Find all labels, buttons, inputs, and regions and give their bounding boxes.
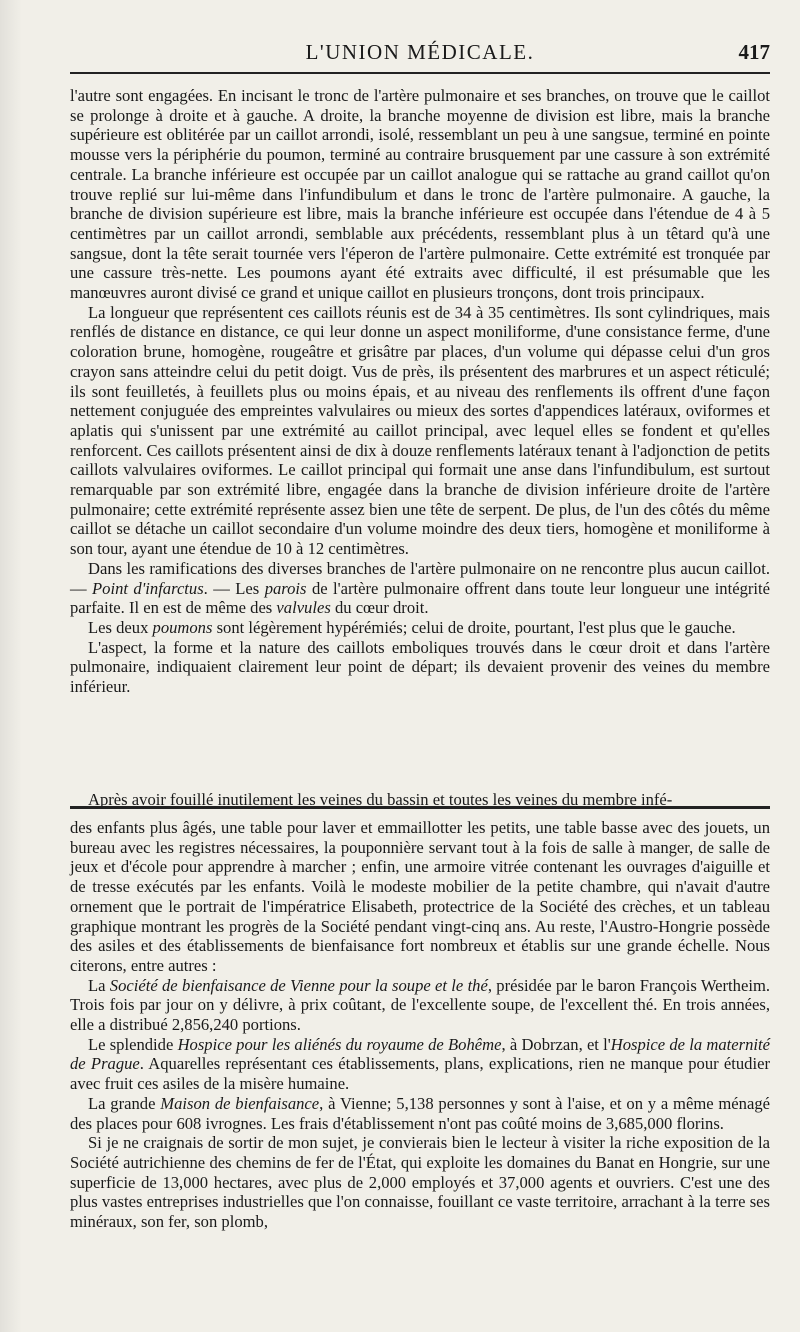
- feuilleton-section: [70, 818, 770, 1232]
- paragraph: Après avoir fouillé inutilement les veines du bassin et toutes les veines du membre infé-: [88, 790, 673, 809]
- paragraph: Les deux poumons sont légèrement hypérémiés; celui de droite, pourtant, l'est plus que le gauche.: [88, 617, 736, 637]
- paragraph: La grande Maison de bienfaisance, à Vienne; 5,138 personnes y sont à l'aise, et on y a même ménagé des places pour 608 ivrognes. Les frais d'établissement n'ont pas coûté moins de 3,685,000 florins.: [70, 1093, 770, 1133]
- page-header: [70, 40, 770, 68]
- paragraph: L'aspect, la forme et la nature des caillots emboliques trouvés dans le cœur droit et dans l'artère pulmonaire, indiquaient clairement leur point de départ; ils devaient provenir des veines du membre inférieur.: [70, 637, 770, 697]
- header-rule: [70, 72, 770, 74]
- section-divider: [70, 806, 770, 809]
- page-number: 417: [738, 40, 770, 64]
- article-continuation: [70, 86, 770, 697]
- paragraph: Le splendide Hospice pour les aliénés du royaume de Bohême, à Dobrzan, et l'Hospice de la maternité de Prague. Aquarelles représentant ces établissements, plans, explications, rien ne manque pour étudier avec fruit ces asiles de la misère humaine.: [70, 1034, 770, 1094]
- paragraph: La Société de bienfaisance de Vienne pour la soupe et le thé, présidée par le baron François Wertheim. Trois fois par jour on y délivre, à prix coûtant, de l'excellente soupe, de l'excellent thé. En trois années, elle a distribué 2,856,240 portions.: [70, 975, 770, 1035]
- paragraph: Dans les ramifications des diverses branches de l'artère pulmonaire on ne rencontre plus aucun caillot. — Point d'infarctus. — Les parois de l'artère pulmonaire offrent dans toute leur longueur une intégrité parfaite. Il en est de même des valvules du cœur droit.: [70, 558, 770, 618]
- paragraph: l'autre sont engagées. En incisant le tronc de l'artère pulmonaire et ses branches, on trouve que le caillot se prolonge à droite et à gauche. A droite, la branche moyenne de division est libre, mais la branche supérieure est oblitérée par un caillot arrondi, isolé, ressemblant un peu à une sangsue, terminé en pointe mousse vers la périphérie du poumon, terminé au contraire brusquement par une cassure à son extrémité centrale. La branche inférieure est occupée par un caillot analogue qui se rattache au grand caillot qu'on trouve replié sur lui-même dans l'infundibulum et dans le tronc de l'artère pulmonaire. A gauche, la branche de division supérieure est libre, mais la branche inférieure est occupée dans l'étendue de 4 à 5 centimètres par un caillot arrondi, semblable aux précédents, ressemblant plus à un têtard qu'à une sangsue, dont la tête serait tournée vers l'éperon de l'artère pulmonaire. Cette extrémité est tronquée par une cassure très-nette. Les poumons ayant été extraits avec difficulté, il est présumable que les manœuvres auront divisé ce grand et unique caillot en plusieurs tronçons, dont trois principaux.: [70, 86, 770, 303]
- paragraph: La longueur que représentent ces caillots réunis est de 34 à 35 centimètres. Ils sont cylindriques, mais renflés de distance en distance, ce qui leur donne un aspect moniliforme, d'une consistance ferme, d'une coloration brune, homogène, rougeâtre et grisâtre par places, d'un volume qui dépasse celui d'un gros crayon sans atteindre celui du petit doigt. Vus de près, ils présentent des marbrures et un aspect réticulé; ils sont feuilletés, à feuillets plus ou moins épais, et au niveau des renflements ils offrent d'une façon nettement conjuguée des empreintes valvulaires ou mieux des sortes d'appendices latéraux, oviformes et aplatis qui s'unissent par une extrémité au caillot principal, avec lequel elles se fondent et qu'elles renforcent. Ces caillots présentent ainsi de dix à douze renflements latéraux tenant à l'adjonction de petits caillots valvulaires oviformes. Le caillot principal qui formait une anse dans l'infundibulum, est surtout remarquable par son extrémité libre, engagée dans la branche de division inférieure droite de l'artère pulmonaire; cette extrémité représente assez bien une tête de serpent. De plus, de l'un des côtés du même caillot se détache un caillot secondaire d'un volume moindre des deux tiers, homogène et moniliforme à son tour, ayant une étendue de 10 à 12 centimètres.: [70, 302, 770, 559]
- binding-shadow: [0, 0, 22, 1332]
- running-title: L'UNION MÉDICALE.: [305, 40, 535, 64]
- paragraph: des enfants plus âgés, une table pour laver et emmaillotter les petits, une table basse avec des jouets, un bureau avec les registres nécessaires, la pouponnière servant tout à la fois de salle à manger, de salle de jeux et d'école pour apprendre à marcher ; enfin, une armoire vitrée contenant les ouvrages d'aiguille et de tresse exécutés par les enfants. Voilà le modeste mobilier de la petite chambre, qui n'avait d'autre ornement que le portrait de l'impératrice Elisabeth, protectrice de la Société des crèches, et un tableau graphique montrant les progrès de la Société pendant vingt-cinq ans. Au reste, l'Austro-Hongrie possède des asiles et des établissements de bienfaisance fort nombreux et établis sur une grande échelle. Nous citerons, entre autres :: [70, 818, 770, 975]
- paragraph: Si je ne craignais de sortir de mon sujet, je convierais bien le lecteur à visiter la riche exposition de la Société autrichienne des chemins de fer de l'État, qui exploite les domaines du Banat en Hongrie, sur une superficie de 13,000 hectares, avec plus de 2,000 employés et 37,000 agents et ouvriers. C'est une des plus vastes entreprises industrielles que l'on connaisse, fouillant ce vaste territoire, arrachant à la terre ses minéraux, son fer, son plomb,: [70, 1133, 770, 1232]
